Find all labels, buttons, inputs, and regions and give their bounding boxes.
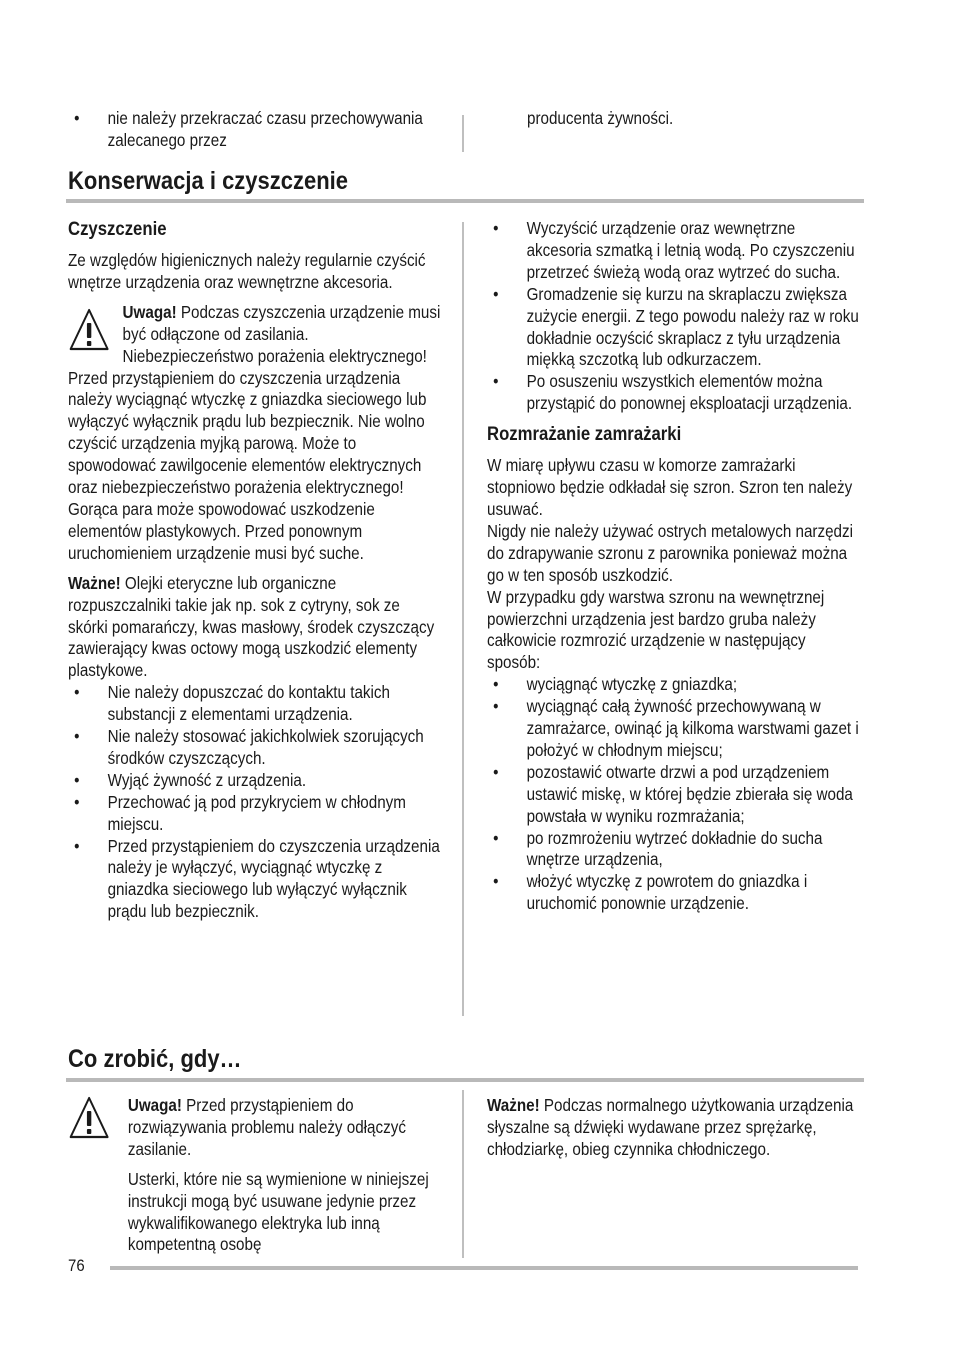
defrost-paragraph: W miarę upływu czasu w komorze zamrażarki stopniowo będzie odkładał się szron. Szron ten należy usuwać.	[487, 455, 853, 519]
column-divider	[462, 1090, 464, 1258]
important-paragraph	[487, 1095, 861, 1161]
troubleshoot-left-column	[68, 1095, 441, 1256]
cleaning-right-column	[487, 218, 861, 915]
important-paragraph	[68, 573, 441, 683]
cleaning-steps-list	[487, 218, 861, 415]
list-item: • po rozmrożeniu wytrzeć dokładnie do sucha wnętrze urządzenia,	[487, 828, 861, 872]
top-right-column	[527, 108, 879, 130]
list-item: • włożyć wtyczkę z powrotem do gniazdka i uruchomić ponownie urządzenie.	[487, 871, 861, 915]
list-item: • Nie należy stosować jakichkolwiek szorujących środków czyszczących.	[68, 726, 441, 770]
defrost-heading: Rozmrażanie zamrażarki	[487, 424, 682, 446]
cleaning-list	[68, 682, 441, 923]
list-item: • wyciągnąć wtyczkę z gniazdka;	[487, 674, 861, 696]
cleaning-left-column	[68, 218, 441, 923]
list-item: • nie należy przekraczać czasu przechowywania zalecanego przez	[68, 108, 438, 152]
list-item: • Po osuszeniu wszystkich elementów można przystąpić do ponownej eksploatacji urządzenia.	[487, 371, 861, 415]
list-item: • Wyjąć żywność z urządzenia.	[68, 770, 441, 792]
section-rule	[66, 1078, 864, 1082]
warning-label: Uwaga!	[127, 1095, 182, 1115]
list-item: • Przed przystąpieniem do czyszczenia urządzenia należy je wyłączyć, wyciągnąć wtyczkę z gniazdka sieciowego lub wyłączyć wyłącznik prądu lub bezpiecznik.	[68, 836, 441, 924]
warning-text: Podczas czyszczenia urządzenie musi być odłączone od zasilania. Niebezpieczeństwo porażenia elektrycznego! Przed przystąpieniem do czyszczenia urządzenia należy wyciągnąć wtyczkę z gniazdka sieciowego lub wyłączyć wyłącznik prądu lub bezpiecznik. Nie wolno czyścić urządzenia myjką parową. Może to spowodować zawilgocenie elementów elektrycznych oraz niebezpieczeństwo porażenia elektrycznego! Gorąca para może spowodować uszkodzenie elementów plastykowych. Przed ponownym uruchomieniem urządzenie musi być suche.	[68, 301, 441, 563]
important-text: Olejki eteryczne lub organiczne rozpuszczalniki takie jak np. sok z cytryny, sok ze skórki pomarańczy, kwas masłowy, środek czyszczący zawierający kwas octowy mogą uszkodzić elementy plastykowe.	[68, 572, 435, 681]
list-item: • wyciągnąć całą żywność przechowywaną w zamrażarce, owinąć ją kilkoma warstwami gazet i położyć w chłodnym miejscu;	[487, 696, 861, 762]
warning-paragraph	[68, 1095, 441, 1161]
warning-icon	[68, 307, 110, 353]
section-title: Konserwacja i czyszczenie	[68, 167, 349, 195]
troubleshoot-right-column	[487, 1095, 861, 1161]
warning-text: Przed przystąpieniem do rozwiązywania problemu należy odłączyć zasilanie.	[127, 1095, 406, 1159]
warning-paragraph	[68, 302, 441, 565]
section-title: Co zrobić, gdy…	[68, 1045, 242, 1073]
defrost-paragraph: Nigdy nie należy używać ostrych metalowych narzędzi do zdrapywanie szronu z parownika ponieważ można go w ten sposób uszkodzić.	[487, 520, 853, 585]
column-divider	[462, 115, 464, 152]
warning-label: Uwaga!	[122, 301, 177, 322]
list-item: • Wyczyścić urządzenie oraz wewnętrzne akcesoria szmatką i letnią wodą. Po czyszczeniu przetrzeć świeżą wodą oraz wytrzeć do sucha.	[487, 218, 861, 284]
important-label: Ważne!	[487, 1095, 540, 1115]
defrost-paragraph: W przypadku gdy warstwa szronu na wewnętrznej powierzchni urządzenia jest bardzo gruba należy całkowicie rozmrozić urządzenie w następujący sposób:	[487, 586, 825, 673]
list-item: • Gromadzenie się kurzu na skraplaczu zwiększa zużycie energii. Z tego powodu należy raz w roku dokładnie oczyścić skraplacz z tyłu urządzenia miękką szczotką lub odkurzaczem.	[487, 284, 861, 372]
faults-paragraph: Usterki, które nie są wymienione w niniejszej instrukcji mogą być usuwane jedynie przez wykwalifikowanego elektryka lub inną kompetentną osobę	[127, 1168, 429, 1255]
page-number: 76	[68, 1256, 85, 1275]
column-divider	[462, 222, 464, 1016]
important-label: Ważne!	[68, 572, 121, 593]
list-item: • Przechować ją pod przykryciem w chłodnym miejscu.	[68, 792, 441, 836]
continued-text: producenta żywności.	[527, 108, 674, 128]
important-text: Podczas normalnego użytkowania urządzenia słyszalne są dźwięki wydawane przez sprężarkę, chłodziarkę, obieg czynnika chłodniczego.	[487, 1095, 854, 1159]
cleaning-heading: Czyszczenie	[68, 219, 167, 240]
defrost-list	[487, 674, 861, 915]
footer-rule	[110, 1266, 858, 1270]
top-left-column	[68, 108, 438, 152]
cleaning-intro: Ze względów higienicznych należy regularnie czyścić wnętrze urządzenia oraz wewnętrzne akcesoria.	[68, 250, 426, 292]
warning-icon	[68, 1095, 110, 1141]
list-item: • Nie należy dopuszczać do kontaktu takich substancji z elementami urządzenia.	[68, 682, 441, 726]
section-rule	[66, 199, 864, 203]
list-item: • pozostawić otwarte drzwi a pod urządzeniem ustawić miskę, w której będzie zbierała się woda powstała w wyniku rozmrażania;	[487, 762, 861, 828]
